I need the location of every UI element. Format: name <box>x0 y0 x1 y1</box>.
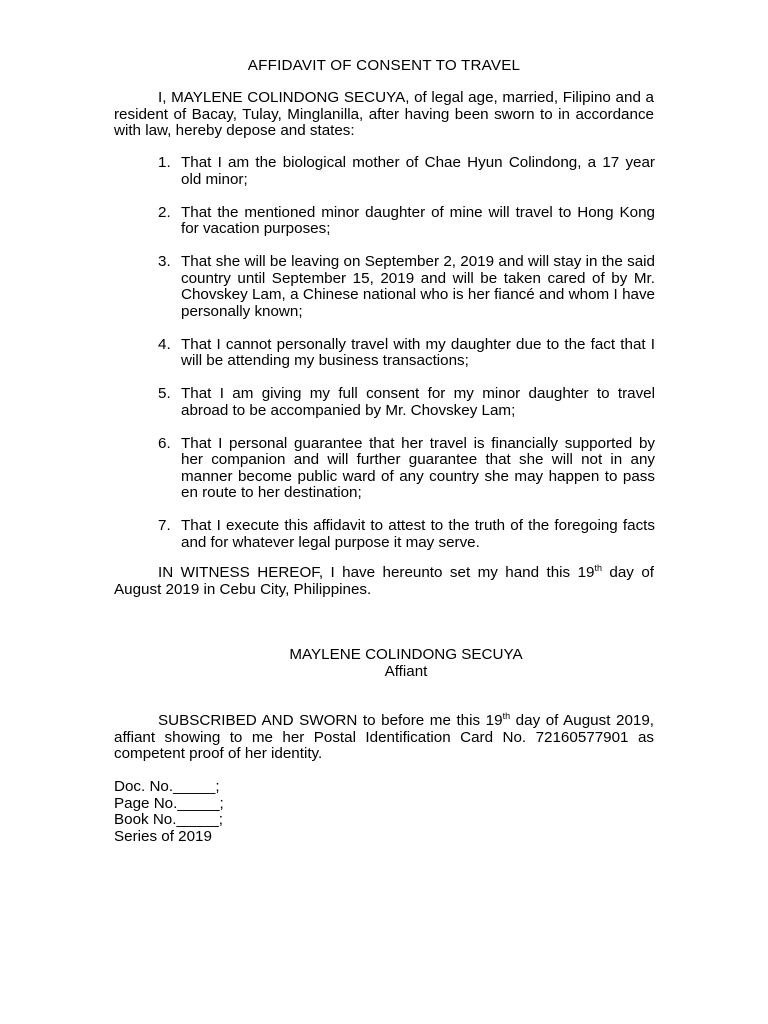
list-item <box>158 518 655 551</box>
document-title: AFFIDAVIT OF CONSENT TO TRAVEL <box>247 57 521 74</box>
affiant-role: Affiant <box>384 662 428 680</box>
jurat-text-start: SUBSCRIBED AND SWORN to before me this 19 <box>158 712 503 729</box>
doc-number: Doc. No._____; <box>114 778 220 795</box>
witness-paragraph <box>114 565 654 598</box>
list-item <box>158 337 655 370</box>
item-text: That I cannot personally travel with my daughter due to the fact that I will be attending my business transactions; <box>181 335 655 369</box>
item-text: That she will be leaving on September 2, 2019 and will stay in the said country until September 15, 2019 and will be taken cared of by Mr. Chovskey Lam, a Chinese national who is her fiancé and whom I have personally known; <box>181 253 655 320</box>
item-text: That I am giving my full consent for my minor daughter to travel abroad to be accompanied by Mr. Chovskey Lam; <box>181 385 655 419</box>
witness-text-start: IN WITNESS HEREOF, I have hereunto set my hand this 19 <box>158 564 595 581</box>
item-number: 5. <box>158 385 171 402</box>
item-text: That I am the biological mother of Chae Hyun Colindong, a 17 year old minor; <box>181 154 655 188</box>
item-text: That I execute this affidavit to attest to the truth of the foregoing facts and for whatever legal purpose it may serve. <box>181 517 655 551</box>
item-number: 7. <box>158 517 171 534</box>
list-item <box>158 155 655 188</box>
book-number: Book No._____; <box>114 811 223 828</box>
item-number: 4. <box>158 335 171 353</box>
item-number: 2. <box>158 203 171 221</box>
item-number: 6. <box>158 434 171 452</box>
affiant-signature-block <box>0 647 768 680</box>
item-text: That the mentioned minor daughter of mine will travel to Hong Kong for vacation purposes; <box>181 203 655 237</box>
item-text: That I personal guarantee that her travel is financially supported by her companion and will further guarantee that she will not in any manner become public ward of any country she may happen to pass en route to her destination; <box>181 434 655 501</box>
witness-ordinal-suffix: th <box>594 563 602 573</box>
item-number: 3. <box>158 253 171 270</box>
list-item <box>158 205 655 238</box>
witness-text-end: day of August 2019 in Cebu City, Philippines. <box>114 564 655 598</box>
jurat-paragraph <box>114 713 654 763</box>
jurat-text-end: day of August 2019, affiant showing to me her Postal Identification Card No. 72160577901 as competent proof of her identity. <box>114 712 655 762</box>
page-number: Page No._____; <box>114 794 224 812</box>
intro-paragraph: I, MAYLENE COLINDONG SECUYA, of legal age, married, Filipino and a resident of Bacay, Tulay, Minglanilla, after having been sworn to in accordance with law, hereby depose and states: <box>114 89 654 139</box>
series-year: Series of 2019 <box>114 827 212 845</box>
item-number: 1. <box>158 154 171 171</box>
jurat-ordinal-suffix: th <box>502 711 511 721</box>
notarial-register-block <box>114 779 224 845</box>
affiant-name: MAYLENE COLINDONG SECUYA <box>289 646 523 663</box>
list-item <box>158 436 655 502</box>
list-item <box>158 254 655 320</box>
list-item <box>158 386 655 419</box>
statements-list <box>158 155 655 551</box>
